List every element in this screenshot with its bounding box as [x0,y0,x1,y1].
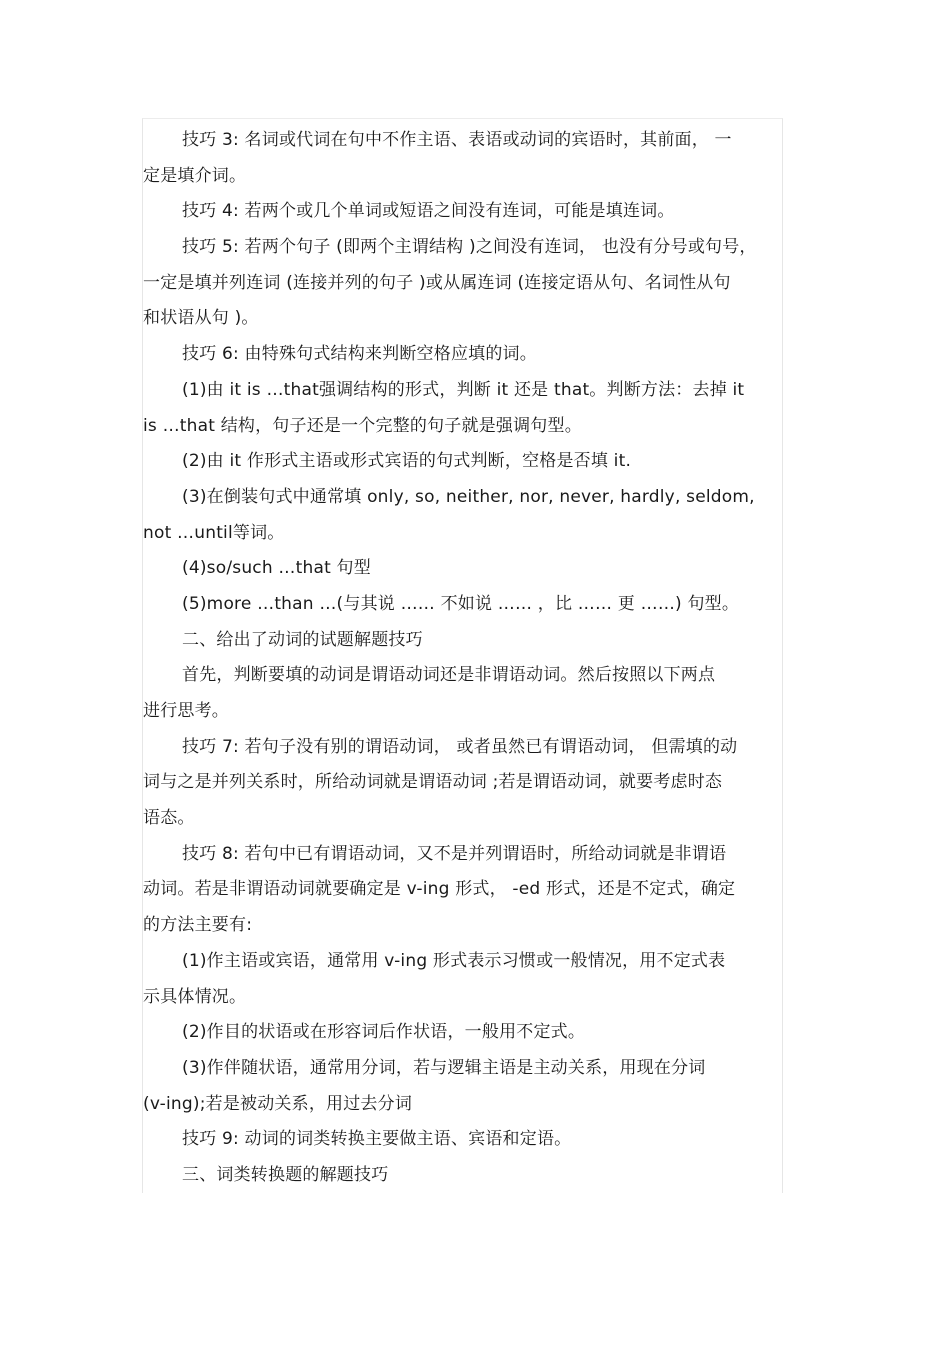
text-line: 技巧 9: 动词的词类转换主要做主语、宾语和定语。 [182,1129,572,1150]
text-line: 动词。若是非谓语动词就要确定是 v-ing 形式， -ed 形式，还是不定式，确定 [143,879,736,900]
text-line: (4)so/such …that 句型 [182,558,371,579]
text-line: (1)作主语或宾语，通常用 v-ing 形式表示习惯或一般情况，用不定式表 [182,950,726,971]
document-body [143,123,783,1194]
text-line: 技巧 8: 若句中已有谓语动词，又不是并列谓语时，所给动词就是非谓语 [182,843,727,864]
text-line: (2)作目的状语或在形容词后作状语，一般用不定式。 [182,1022,586,1043]
text-line: 技巧 6: 由特殊句式结构来判断空格应填的词。 [182,344,537,365]
text-line: 进行思考。 [143,701,229,721]
text-line: 的方法主要有: [143,915,253,936]
text-line: 词与之是并列关系时，所给动词就是谓语动词 ;若是谓语动词，就要考虑时态 [143,772,723,793]
text-line: 技巧 4: 若两个或几个单词或短语之间没有连词，可能是填连词。 [182,201,675,222]
text-line: 语态。 [143,808,195,829]
text-line: 定是填介词。 [143,165,247,186]
section-heading: 二、给出了动词的试题解题技巧 [182,629,423,650]
text-line: (5)more …than …(与其说 …… 不如说 …… ，比 …… 更 ……) 句型。 [182,593,740,614]
text-line: 技巧 7: 若句子没有别的谓语动词， 或者虽然已有谓语动词， 但需填的动 [182,736,738,757]
text-line: 示具体情况。 [143,986,247,1007]
text-line: (2)由 it 作形式主语或形式宾语的句式判断，空格是否填 it. [182,451,632,472]
text-line: 技巧 5: 若两个句子 (即两个主谓结构 )之间没有连词， 也没有分号或句号， [182,237,757,258]
text-line: is …that 结构，句子还是一个完整的句子就是强调句型。 [143,415,582,436]
text-line: (1)由 it is …that强调结构的形式，判断 it 还是 that。判断方法：去掉 it [182,379,745,400]
text-line: 和状语从句 )。 [143,308,259,329]
text-line: 技巧 3: 名词或代词在句中不作主语、表语或动词的宾语时，其前面， 一 [182,130,732,150]
text-line: (v-ing);若是被动关系，用过去分词 [143,1093,413,1114]
section-heading: 三、词类转换题的解题技巧 [182,1164,389,1185]
text-line: not …until等词。 [143,522,285,543]
text-line: 一定是填并列连词 (连接并列的句子 )或从属连词 (连接定语从句、名词性从句 [143,272,731,293]
text-line: (3)作伴随状语，通常用分词，若与逻辑主语是主动关系，用现在分词 [182,1057,706,1078]
text-line: (3)在倒装句式中通常填 only, so, neither, nor, never, hardly, seldom, [182,486,755,507]
text-line: 首先，判断要填的动词是谓语动词还是非谓语动词。然后按照以下两点 [182,665,716,686]
